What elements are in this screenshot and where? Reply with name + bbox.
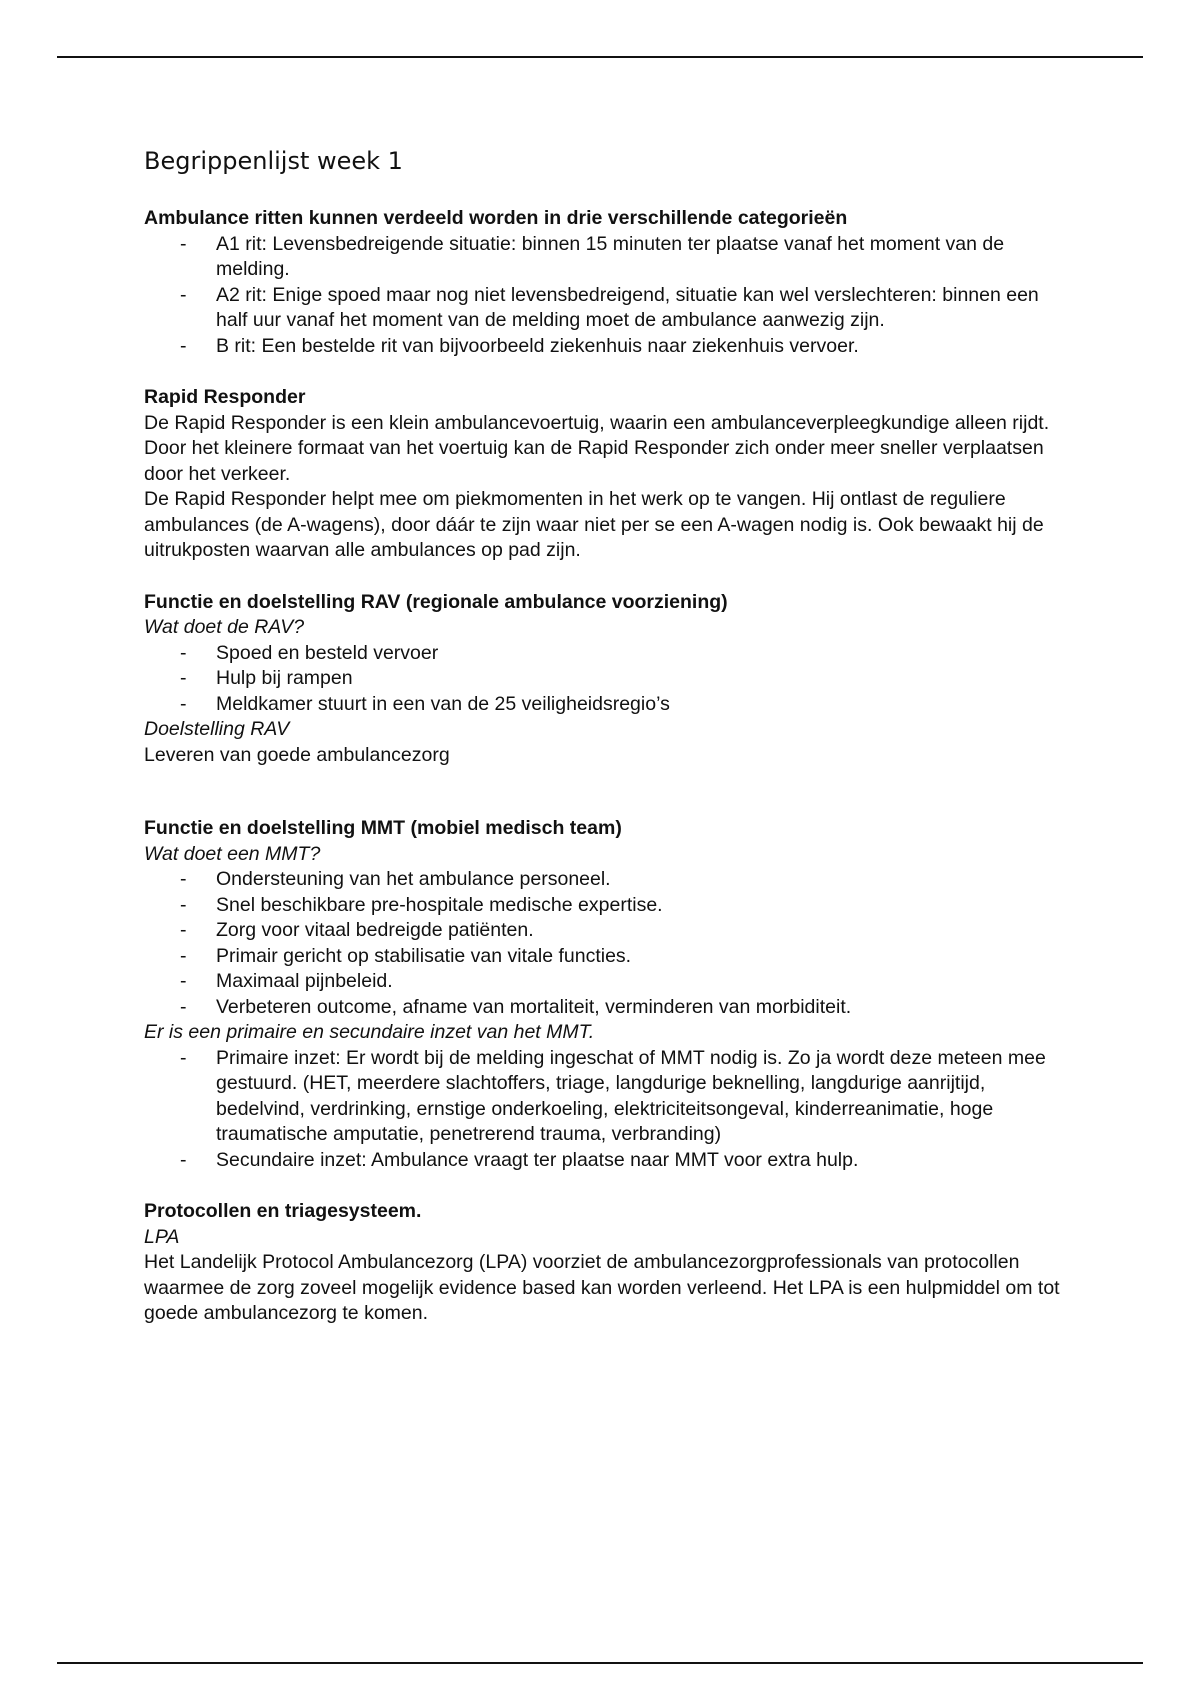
document-page	[144, 146, 1064, 1353]
mmt-inzet-list	[144, 1046, 1064, 1174]
section-heading: Rapid Responder	[144, 386, 306, 408]
list-item: - Ondersteuning van het ambulance personeel.	[216, 867, 1064, 893]
section-protocollen	[144, 1199, 1064, 1327]
section-heading: Protocollen en triagesysteem.	[144, 1200, 422, 1222]
list-item: - B rit: Een bestelde rit van bijvoorbeeld ziekenhuis naar ziekenhuis vervoer.	[216, 334, 1064, 360]
paragraph: De Rapid Responder is een klein ambulancevoertuig, waarin een ambulanceverpleegkundige alleen rijdt. Door het kleinere formaat van het voertuig kan de Rapid Responder zich onder meer sneller verplaatsen door het verkeer.	[144, 411, 1050, 485]
ritten-list	[144, 232, 1064, 360]
paragraph: Het Landelijk Protocol Ambulancezorg (LPA) voorziet de ambulancezorgprofessionals van protocollen waarmee de zorg zoveel mogelijk evidence based kan worden verleend. Het LPA is een hulpmiddel om tot goede ambulancezorg te komen.	[144, 1251, 1060, 1324]
rav-list	[144, 641, 1064, 718]
section-rav	[144, 590, 1064, 769]
section-heading: Ambulance ritten kunnen verdeeld worden in drie verschillende categorieën	[144, 207, 848, 229]
section-heading: Functie en doelstelling RAV (regionale ambulance voorziening)	[144, 590, 728, 613]
list-item: - Primaire inzet: Er wordt bij de melding ingeschat of MMT nodig is. Zo ja wordt deze meteen mee gestuurd. (HET, meerdere slachtoffers, triage, langdurige beknelling, langdurige aanrijtijd, bedelvind, verdrinking, ernstige onderkoeling, elektriciteitsongeval, kinderreanimatie, hoge traumatische amputatie, penetrerend trauma, verbranding)	[216, 1046, 1064, 1148]
list-item: - Verbeteren outcome, afname van mortaliteit, verminderen van morbiditeit.	[216, 995, 1064, 1021]
document-title: Begrippenlijst week 1	[144, 147, 403, 175]
section-rapid-responder	[144, 385, 1064, 564]
list-item: - Secundaire inzet: Ambulance vraagt ter plaatse naar MMT voor extra hulp.	[216, 1148, 1064, 1174]
subheading: Wat doet de RAV?	[144, 616, 305, 638]
section-mmt	[144, 816, 1064, 1173]
list-item: - Meldkamer stuurt in een van de 25 veiligheidsregio’s	[216, 692, 1064, 718]
subheading: Doelstelling RAV	[144, 718, 290, 740]
footer-rule	[57, 1662, 1143, 1664]
paragraph: Leveren van goede ambulancezorg	[144, 743, 450, 766]
paragraph: De Rapid Responder helpt mee om piekmomenten in het werk op te vangen. Hij ontlast de reguliere ambulances (de A-wagens), door dáár te zijn waar niet per se een A-wagen nodig is. Ook bewaakt hij de uitrukposten waarvan alle ambulances op pad zijn.	[144, 488, 1044, 561]
list-item: - A1 rit: Levensbedreigende situatie: binnen 15 minuten ter plaatse vanaf het moment van de melding.	[216, 232, 1064, 283]
list-item: - Snel beschikbare pre-hospitale medische expertise.	[216, 893, 1064, 919]
mmt-list	[144, 867, 1064, 1020]
subheading: LPA	[144, 1225, 180, 1248]
list-item: - Zorg voor vitaal bedreigde patiënten.	[216, 918, 1064, 944]
list-item: - Maximaal pijnbeleid.	[216, 969, 1064, 995]
header-rule	[57, 56, 1143, 58]
list-item: - Primair gericht op stabilisatie van vitale functies.	[216, 944, 1064, 970]
list-item: - Spoed en besteld vervoer	[216, 641, 1064, 667]
subheading: Er is een primaire en secundaire inzet van het MMT.	[144, 1021, 595, 1043]
section-ritten	[144, 206, 1064, 359]
list-item: - A2 rit: Enige spoed maar nog niet levensbedreigend, situatie kan wel verslechteren: binnen een half uur vanaf het moment van de melding moet de ambulance aanwezig zijn.	[216, 283, 1064, 334]
subheading: Wat doet een MMT?	[144, 842, 321, 865]
list-item: - Hulp bij rampen	[216, 666, 1064, 692]
section-heading: Functie en doelstelling MMT (mobiel medisch team)	[144, 817, 622, 839]
